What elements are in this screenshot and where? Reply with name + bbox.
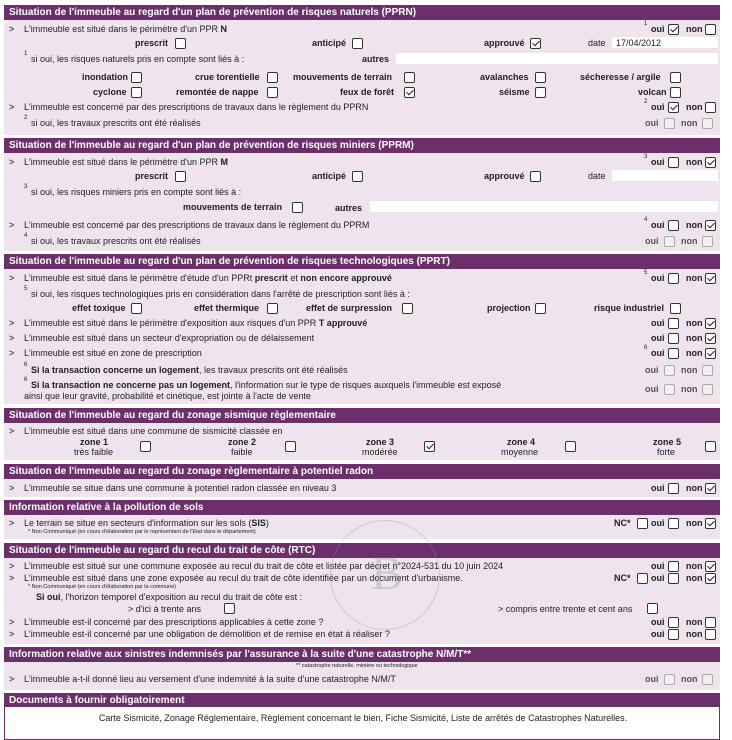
- sinistres-oui-checkbox[interactable]: [664, 674, 675, 685]
- pprn-cyclone-checkbox[interactable]: [131, 87, 142, 98]
- pprt-q4-non-checkbox[interactable]: [705, 348, 716, 359]
- pprt-q3-non-checkbox[interactable]: [705, 333, 716, 344]
- pprt-industriel-checkbox[interactable]: [670, 303, 681, 314]
- zone-3-checkbox[interactable]: [424, 441, 435, 452]
- sinistres-note: ** catastrophe naturelle, minière ou technologique: [296, 663, 418, 669]
- pprn-secheresse-checkbox[interactable]: [670, 72, 681, 83]
- pprm-date-field[interactable]: [612, 170, 718, 181]
- sinistres-non-checkbox[interactable]: [702, 674, 713, 685]
- sinistres-header: Information relative aux sinistres indemnisés par l'assurance à la suite d'une catastrophe N/M/T**: [4, 647, 720, 662]
- pprn-header: Situation de l'immeuble au regard d'un plan de prévention de risques naturels (PPRN): [4, 5, 720, 20]
- rtc-q1-oui-checkbox[interactable]: [668, 561, 679, 572]
- pprn-date-field[interactable]: 17/04/2012: [612, 37, 718, 48]
- pprm-mouvements-checkbox[interactable]: [292, 202, 303, 213]
- rtc-q2-oui-checkbox[interactable]: [668, 573, 679, 584]
- pprt-thermique-checkbox[interactable]: [267, 303, 278, 314]
- pprn-q2: L'immeuble est concerné par des prescriptions de travaux dans le règlement du PPRN: [24, 102, 369, 112]
- zone-5-checkbox[interactable]: [705, 441, 716, 452]
- rtc-cent-label: > compris entre trente et cent ans: [498, 604, 633, 614]
- pprm-q2b-non-checkbox[interactable]: [702, 236, 713, 247]
- sols-nc-checkbox[interactable]: [637, 518, 648, 529]
- sols-oui-checkbox[interactable]: [668, 518, 679, 529]
- pprt-q2-non-checkbox[interactable]: [705, 318, 716, 329]
- pprt-q3: L'immeuble est situé dans un secteur d'expropriation ou de délaissement: [24, 333, 315, 343]
- sismique-q1: L'immeuble est situé dans une commune de sismicité classée en: [24, 426, 283, 436]
- sismique-header: Situation de l'immeuble au regard du zonage sismique règlementaire: [4, 408, 720, 423]
- rtc-nc-label: NC*: [614, 573, 631, 583]
- pprm-q1-non-checkbox[interactable]: [705, 157, 716, 168]
- zone-5-desc: forte: [657, 447, 676, 457]
- rtc-q2-non-checkbox[interactable]: [705, 573, 716, 584]
- pprt-q5: Si la transaction concerne un logement, les travaux prescrits ont été réalisés: [31, 365, 348, 375]
- rtc-trente-label: > d'ici à trente ans: [128, 604, 202, 614]
- sols-non-checkbox[interactable]: [705, 518, 716, 529]
- pprt-q4: L'immeuble est situé en zone de prescription: [24, 348, 202, 358]
- pprm-q1: L'immeuble est situé dans le périmètre d'un PPR M: [24, 157, 229, 167]
- agency-watermark: B: [330, 520, 440, 630]
- pprn-autres-field[interactable]: [396, 53, 718, 64]
- pprn-anticipe-label: anticipé: [312, 38, 347, 48]
- pprt-q6-oui-checkbox[interactable]: [664, 384, 675, 395]
- pprn-q2-oui-checkbox[interactable]: [668, 102, 679, 113]
- sinistres-q1: L'immeuble a-t-il donné lieu au versement d'une indemnité à la suite d'une catastrophe N/M/T: [24, 674, 396, 684]
- zone-2-label: zone 2: [228, 437, 257, 447]
- pprm-q2b-oui-checkbox[interactable]: [664, 236, 675, 247]
- pprn-prescrit-label: prescrit: [135, 38, 169, 48]
- pprt-q6: Si la transaction ne concerne pas un logement, l'information sur le type de risques auxquels l'immeuble est exposé: [31, 380, 502, 390]
- pprt-q1: L'immeuble est situé dans le périmètre d'étude d'un PPRt prescrit et non encore approuvé: [24, 273, 392, 283]
- radon-oui-checkbox[interactable]: [668, 483, 679, 494]
- radon-header: Situation de l'immeuble au regard du zonage règlementaire à potentiel radon: [4, 464, 720, 479]
- pprn-q1-non-label: non: [686, 24, 703, 34]
- rtc-q2: L'immeuble est situé dans une zone exposée au recul du trait de côte identifiée par un document d'urbanisme.: [24, 573, 463, 583]
- radon-q1: L'immeuble se situe dans une commune à potentiel radon classée en niveau 3: [24, 483, 337, 493]
- zone-1-label: zone 1: [80, 437, 109, 447]
- pprt-q4-oui-checkbox[interactable]: [668, 348, 679, 359]
- pprt-q5-oui-checkbox[interactable]: [664, 365, 675, 376]
- documents-box: [4, 707, 720, 740]
- pprn-q1-oui-label: oui: [651, 24, 665, 34]
- bullet: >: [9, 24, 15, 34]
- pprn-inondation-checkbox[interactable]: [131, 72, 142, 83]
- sols-header: Information relative à la pollution de sols: [4, 500, 720, 515]
- pprn-risques-intro: si oui, les risques naturels pris en compte sont liés à :: [31, 54, 245, 64]
- rtc-cent-checkbox[interactable]: [647, 603, 658, 614]
- pprm-q1-oui-checkbox[interactable]: [668, 157, 679, 168]
- pprn-prescrit-checkbox[interactable]: [175, 38, 186, 49]
- pprt-q6-cont: ainsi que leur gravité, probabilité et cinétique, est jointe à l'acte de vente: [24, 391, 311, 401]
- zone-4-label: zone 4: [507, 437, 536, 447]
- rtc-q3-oui-checkbox[interactable]: [668, 617, 679, 628]
- zone-4-desc: moyenne: [501, 447, 539, 457]
- pprm-q2-oui-checkbox[interactable]: [668, 220, 679, 231]
- pprt-q2-oui-checkbox[interactable]: [668, 318, 679, 329]
- pprn-q2-non-checkbox[interactable]: [705, 102, 716, 113]
- pprn-mouvements-checkbox[interactable]: [404, 72, 415, 83]
- pprt-q1-oui-checkbox[interactable]: [668, 273, 679, 284]
- pprn-remontee-checkbox[interactable]: [267, 87, 278, 98]
- pprm-q2b: si oui, les travaux prescrits ont été réalisés: [31, 236, 201, 246]
- pprn-crue-checkbox[interactable]: [267, 72, 278, 83]
- pprt-q6-non-checkbox[interactable]: [702, 384, 713, 395]
- pprt-q5-non-checkbox[interactable]: [702, 365, 713, 376]
- pprn-q1: L'immeuble est situé dans le périmètre d'un PPR N: [24, 24, 228, 34]
- pprt-q2: L'immeuble est situé dans le périmètre d'exposition aux risques d'un PPR T approuvé: [24, 318, 368, 328]
- pprn-q2b: si oui, les travaux prescrits ont été réalisés: [31, 118, 201, 128]
- pprm-q2-non-checkbox[interactable]: [705, 220, 716, 231]
- zone-1-desc: très faible: [74, 447, 114, 457]
- zone-2-checkbox[interactable]: [285, 441, 296, 452]
- rtc-q3-non-checkbox[interactable]: [705, 617, 716, 628]
- pprm-approuve-checkbox[interactable]: [530, 171, 541, 182]
- rtc-q4: L'immeuble est-il concerné par une obligation de démolition et de remise en état à réaliser ?: [24, 629, 390, 639]
- zone-3-label: zone 3: [366, 437, 395, 447]
- zone-2-desc: faible: [231, 447, 253, 457]
- rtc-q4-oui-checkbox[interactable]: [668, 629, 679, 640]
- rtc-trente-checkbox[interactable]: [224, 603, 235, 614]
- pprt-q3-oui-checkbox[interactable]: [668, 333, 679, 344]
- sols-note: * Non Communiqué (en cours d'élaboration par le représentant de l'Etat dans le département): [28, 529, 256, 535]
- pprn-date-label: date: [588, 38, 606, 48]
- pprn-seisme-checkbox[interactable]: [535, 87, 546, 98]
- rtc-q1-non-checkbox[interactable]: [705, 561, 716, 572]
- pprn-anticipe-checkbox[interactable]: [352, 38, 363, 49]
- pprt-projection-checkbox[interactable]: [535, 303, 546, 314]
- zone-3-desc: modérée: [362, 447, 398, 457]
- pprn-avalanches-checkbox[interactable]: [535, 72, 546, 83]
- pprm-q2: L'immeuble est concerné par des prescriptions de travaux dans le règlement du PPRM: [24, 220, 370, 230]
- pprm-prescrit-checkbox[interactable]: [175, 171, 186, 182]
- documents-list: Carte Sismicité, Zonage Réglementaire, Règlement concernant le bien, Fiche Sismicité, Liste de arrêtés de Catastrophes Naturelles.: [98, 713, 628, 723]
- pprn-q2b-oui-checkbox[interactable]: [664, 118, 675, 129]
- pprn-q2b-non-checkbox[interactable]: [702, 118, 713, 129]
- pprn-volcan-checkbox[interactable]: [670, 87, 681, 98]
- pprn-autres-label: autres: [362, 54, 390, 64]
- rtc-horizon: Si oui, l'horizon temporel d'exposition au recul du trait de côte est :: [36, 592, 303, 602]
- documents-header: Documents à fournir obligatoirement: [4, 693, 720, 708]
- pprn-approuve-checkbox[interactable]: [530, 38, 541, 49]
- pprm-anticipe-checkbox[interactable]: [352, 171, 363, 182]
- rtc-nc-checkbox[interactable]: [637, 573, 648, 584]
- risk-form: Situation de l'immeuble au regard d'un plan de prévention de risques naturels (PPRN) > L'immeuble est situé dans le périmètre d'un PPR N 1 oui non prescrit anticipé approuvé date 17/04/2012 1 si oui, les risques naturels pris en compte sont liés à : autres inondation crue torentielle mouvements de terrain avalanches sécheresse / argile cyclone remontée de nappe feux de forêt séisme volcan > L'immeuble est concerné par des prescriptions de travaux dans le règlement du PPRN 2 oui non 2 si oui, les travaux prescrits ont été réalisés oui non Situation de l'immeuble au regard d'un plan de prévention de risques miniers (PPRM) > L'immeuble est situé dans le périmètre d'un PPR M 3 oui non prescrit anticipé approuvé date 3 si oui, les risques miniers pris en compte sont liés à : mouvements de terrain autres > L'immeuble est concerné par des prescriptions de travaux dans le règlement du PPRM 4 oui non 4 si oui, les travaux prescrits ont été réalisés oui non Situation de l'immeuble au regard d'un plan de prévention de risques technologiques (PPRT) > L'immeuble est situé dans le périmètre d'étude d'un PPRt prescrit et non encore approuvé 5 oui non 5 si oui, les risques technologiques pris en considération dans l'arrêté de prescription sont liés à : effet toxique effet thermique effet de surpression projection risque industriel > L'immeuble est situé dans le périmètre d'exposition aux risques d'un PPR T approuvé oui non > L'immeuble est situé dans un secteur d'expropriation ou de délaissement oui non > L'immeuble est situé en zone de prescription 6 oui non 6 Si la transaction concerne un logement, les travaux prescrits ont été réalisés oui non 6 Si la transaction ne concerne pas un logement, l'information sur le type de risques auxquels l'immeuble est exposé ainsi que leur gravité, probabilité et cinétique, est jointe à l'acte de vente oui non Situation de l'immeuble au regard du zonage sismique règlementaire > L'immeuble est situé dans une commune de sismicité classée en zone 1 très faible zone 2 faible zone 3 modérée zone 4 moyenne zone 5 forte Situation de l'immeuble au regard du zonage règlementaire à potentiel radon > L'immeuble se situe dans une commune à potentiel radon classée en niveau 3 oui non Information relative à la pollution de sols > Le terrain se situe en secteurs d'information sur les sols (SIS) * Non Communiqué (en cours d'élaboration par le représentant de l'Etat dans le département) NC* oui non Situation de l'immeuble au regard du recul du trait de côte (RTC) > L'immeuble est situé sur une commune exposée au recul du trait de côte et listée par décret n°2024-531 du 10 juin 2024 oui non > L'immeuble est situé dans une zone exposée au recul du trait de côte identifiée par un document d'urbanisme. NC* oui non * Non Communiqué (en cours d'élaboration par la commune) Si oui, l'horizon temporel d'exposition au recul du trait de côte est : > d'ici à trente ans > compris entre trente et cent ans > L'immeuble est-il concerné par des prescriptions applicables à cette zone ? oui non > L'immeuble est-il concerné par une obligation de démolition et de remise en état à réaliser ? oui non Information relative aux sinistres indemnisés par l'assurance à la suite d'une catastrophe N/M/T** ** catastrophe naturelle, minière ou technologique > L'immeuble a-t-il donné lieu au versement d'une indemnité à la suite d'une catastrophe N/M/T oui non Documents à fournir obligatoirement Carte Sismicité, Zonage Réglementaire, Règlement concernant le bien, Fiche Sismicité, Liste de arrêtés de Catastrophes Naturelles. B: [0, 0, 732, 740]
- pprt-q1-non-checkbox[interactable]: [705, 273, 716, 284]
- rtc-note: * Non Communiqué (en cours d'élaboration par la commune): [28, 584, 177, 590]
- pprm-autres-field[interactable]: [370, 201, 718, 212]
- zone-4-checkbox[interactable]: [565, 441, 576, 452]
- pprt-toxique-checkbox[interactable]: [131, 303, 142, 314]
- pprn-approuve-label: approuvé: [484, 38, 525, 48]
- rtc-q4-non-checkbox[interactable]: [705, 629, 716, 640]
- pprm-header: Situation de l'immeuble au regard d'un plan de prévention de risques miniers (PPRM): [4, 138, 720, 153]
- pprn-q1-non-checkbox[interactable]: [705, 24, 716, 35]
- sols-nc-label: NC*: [614, 518, 631, 528]
- pprt-header: Situation de l'immeuble au regard d'un plan de prévention de risques technologiques (PPRT): [4, 254, 720, 269]
- zone-1-checkbox[interactable]: [140, 441, 151, 452]
- rtc-header: Situation de l'immeuble au regard du recul du trait de côte (RTC): [4, 543, 720, 558]
- pprn-q1-oui-checkbox[interactable]: [668, 24, 679, 35]
- sols-q1: Le terrain se situe en secteurs d'information sur les sols (SIS): [24, 518, 269, 528]
- rtc-q1: L'immeuble est situé sur une commune exposée au recul du trait de côte et listée par décret n°2024-531 du 10 juin 2024: [24, 561, 504, 571]
- rtc-q3: L'immeuble est-il concerné par des prescriptions applicables à cette zone ?: [24, 617, 324, 627]
- zone-5-label: zone 5: [653, 437, 682, 447]
- radon-non-checkbox[interactable]: [705, 483, 716, 494]
- pprn-feux-checkbox[interactable]: [404, 87, 415, 98]
- pprt-risques-intro: si oui, les risques technologiques pris en considération dans l'arrêté de prescription sont liés à :: [31, 289, 410, 299]
- pprm-risques-intro: si oui, les risques miniers pris en compte sont liés à :: [31, 187, 242, 197]
- pprt-surpression-checkbox[interactable]: [402, 303, 413, 314]
